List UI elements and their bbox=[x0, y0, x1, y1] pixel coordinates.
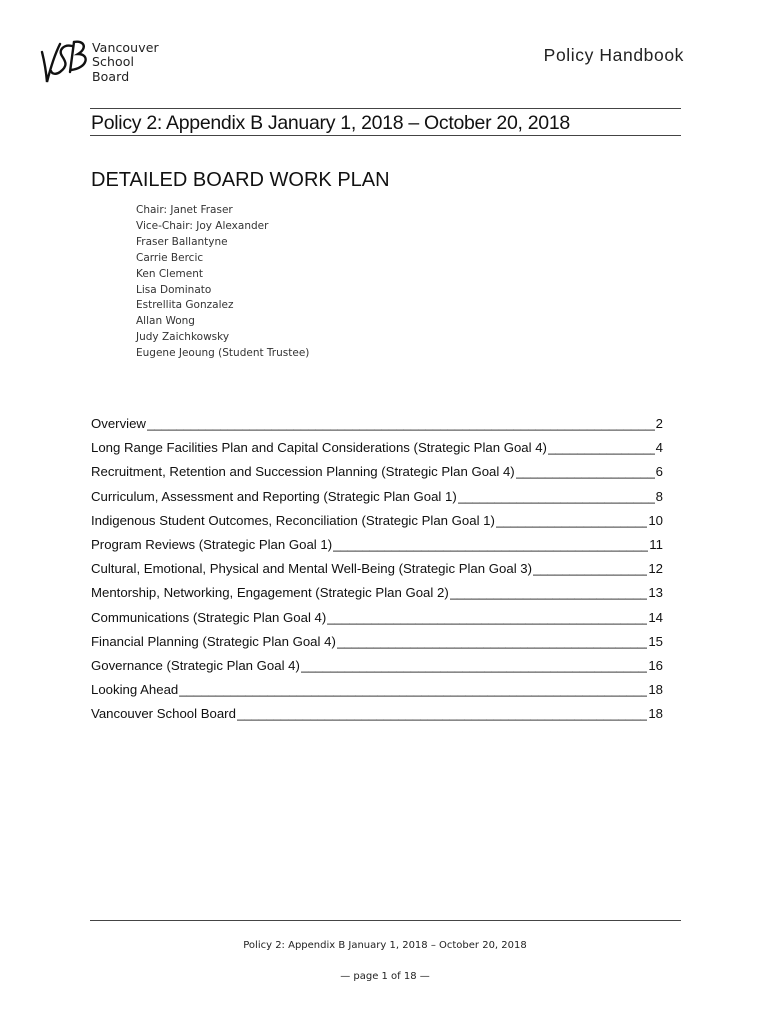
title-rule-top bbox=[90, 108, 681, 109]
board-member: Estrellita Gonzalez bbox=[136, 299, 234, 312]
vsb-logo-mark bbox=[38, 38, 92, 86]
toc-leader bbox=[548, 440, 655, 455]
toc-leader bbox=[533, 561, 647, 576]
board-member: Fraser Ballantyne bbox=[136, 235, 228, 248]
board-member: Ken Clement bbox=[136, 267, 203, 280]
toc-page-number: 8 bbox=[655, 488, 663, 504]
toc-label: Program Reviews (Strategic Plan Goal 1) bbox=[91, 536, 333, 552]
toc-entry-governance[interactable] bbox=[91, 658, 663, 682]
toc-page-number: 18 bbox=[648, 682, 663, 698]
toc-entry-overview[interactable] bbox=[91, 416, 663, 440]
toc-leader bbox=[458, 489, 655, 504]
toc-leader bbox=[337, 634, 647, 649]
logo-org-line1: Vancouver bbox=[92, 40, 159, 55]
footer-rule bbox=[90, 920, 681, 921]
board-member: Judy Zaichkowsky bbox=[136, 331, 230, 344]
toc-entry-recruitment[interactable] bbox=[91, 464, 663, 488]
toc-leader bbox=[450, 585, 648, 600]
toc-label: Curriculum, Assessment and Reporting (Strategic Plan Goal 1) bbox=[91, 488, 457, 504]
toc-label: Governance (Strategic Plan Goal 4) bbox=[91, 657, 300, 673]
toc-entry-curriculum[interactable] bbox=[91, 489, 663, 513]
toc-page-number: 14 bbox=[648, 609, 663, 625]
toc-label: Overview bbox=[91, 416, 146, 431]
toc-page-number: 12 bbox=[648, 561, 663, 577]
toc-label: Recruitment, Retention and Succession Planning (Strategic Plan Goal 4) bbox=[91, 464, 515, 480]
toc-leader bbox=[147, 416, 655, 431]
board-member: Vice-Chair: Joy Alexander bbox=[136, 219, 269, 232]
toc-leader bbox=[516, 464, 655, 479]
toc-entry-indigenous[interactable] bbox=[91, 513, 663, 537]
toc-entry-financial[interactable] bbox=[91, 634, 663, 658]
toc-label: Cultural, Emotional, Physical and Mental Well-Being (Strategic Plan Goal 3) bbox=[91, 561, 533, 577]
footer-title: Policy 2: Appendix B January 1, 2018 – October 20, 2018 bbox=[243, 940, 527, 951]
table-of-contents bbox=[91, 416, 663, 730]
title-rule-bottom bbox=[90, 135, 681, 136]
board-member: Carrie Bercic bbox=[136, 251, 204, 264]
toc-page-number: 16 bbox=[648, 657, 663, 673]
plan-title: DETAILED BOARD WORK PLAN bbox=[91, 169, 390, 191]
toc-entry-well-being[interactable] bbox=[91, 561, 663, 585]
handbook-title: Policy Handbook bbox=[543, 45, 684, 65]
board-members-list bbox=[136, 203, 309, 362]
toc-label: Vancouver School Board bbox=[91, 706, 236, 722]
toc-leader bbox=[496, 513, 647, 528]
toc-entry-looking-ahead[interactable] bbox=[91, 682, 663, 706]
toc-label: Looking Ahead bbox=[91, 682, 179, 698]
toc-leader bbox=[333, 537, 648, 552]
toc-page-number: 11 bbox=[649, 536, 663, 552]
toc-page-number: 13 bbox=[648, 585, 663, 601]
toc-leader bbox=[327, 610, 647, 625]
toc-label: Long Range Facilities Plan and Capital Considerations (Strategic Plan Goal 4) bbox=[91, 440, 547, 456]
toc-page-number: 6 bbox=[655, 464, 663, 480]
toc-entry-communications[interactable] bbox=[91, 610, 663, 634]
toc-entry-program-reviews[interactable] bbox=[91, 537, 663, 561]
toc-label: Indigenous Student Outcomes, Reconciliation (Strategic Plan Goal 1) bbox=[91, 512, 495, 528]
toc-entry-vsb[interactable] bbox=[91, 706, 663, 730]
toc-leader bbox=[179, 682, 647, 697]
board-member: Lisa Dominato bbox=[136, 283, 212, 296]
toc-page-number: 2 bbox=[655, 416, 663, 431]
toc-page-number: 10 bbox=[648, 512, 663, 528]
policy-title: Policy 2: Appendix B January 1, 2018 – October 20, 2018 bbox=[91, 112, 570, 134]
toc-page-number: 15 bbox=[648, 633, 663, 649]
toc-leader bbox=[301, 658, 647, 673]
toc-label: Mentorship, Networking, Engagement (Strategic Plan Goal 2) bbox=[91, 585, 449, 601]
toc-entry-mentorship[interactable] bbox=[91, 585, 663, 609]
toc-page-number: 18 bbox=[648, 706, 663, 722]
vsb-logo bbox=[38, 38, 168, 86]
footer-page-number: — page 1 of 18 — bbox=[340, 971, 430, 982]
toc-label: Communications (Strategic Plan Goal 4) bbox=[91, 609, 327, 625]
toc-entry-facilities[interactable] bbox=[91, 440, 663, 464]
toc-label: Financial Planning (Strategic Plan Goal 4) bbox=[91, 633, 336, 649]
board-member: Eugene Jeoung (Student Trustee) bbox=[136, 347, 310, 360]
board-member: Allan Wong bbox=[136, 315, 195, 328]
board-member: Chair: Janet Fraser bbox=[136, 204, 233, 216]
toc-page-number: 4 bbox=[655, 440, 663, 456]
logo-org-line2: School Board bbox=[92, 54, 135, 84]
toc-leader bbox=[237, 706, 647, 721]
